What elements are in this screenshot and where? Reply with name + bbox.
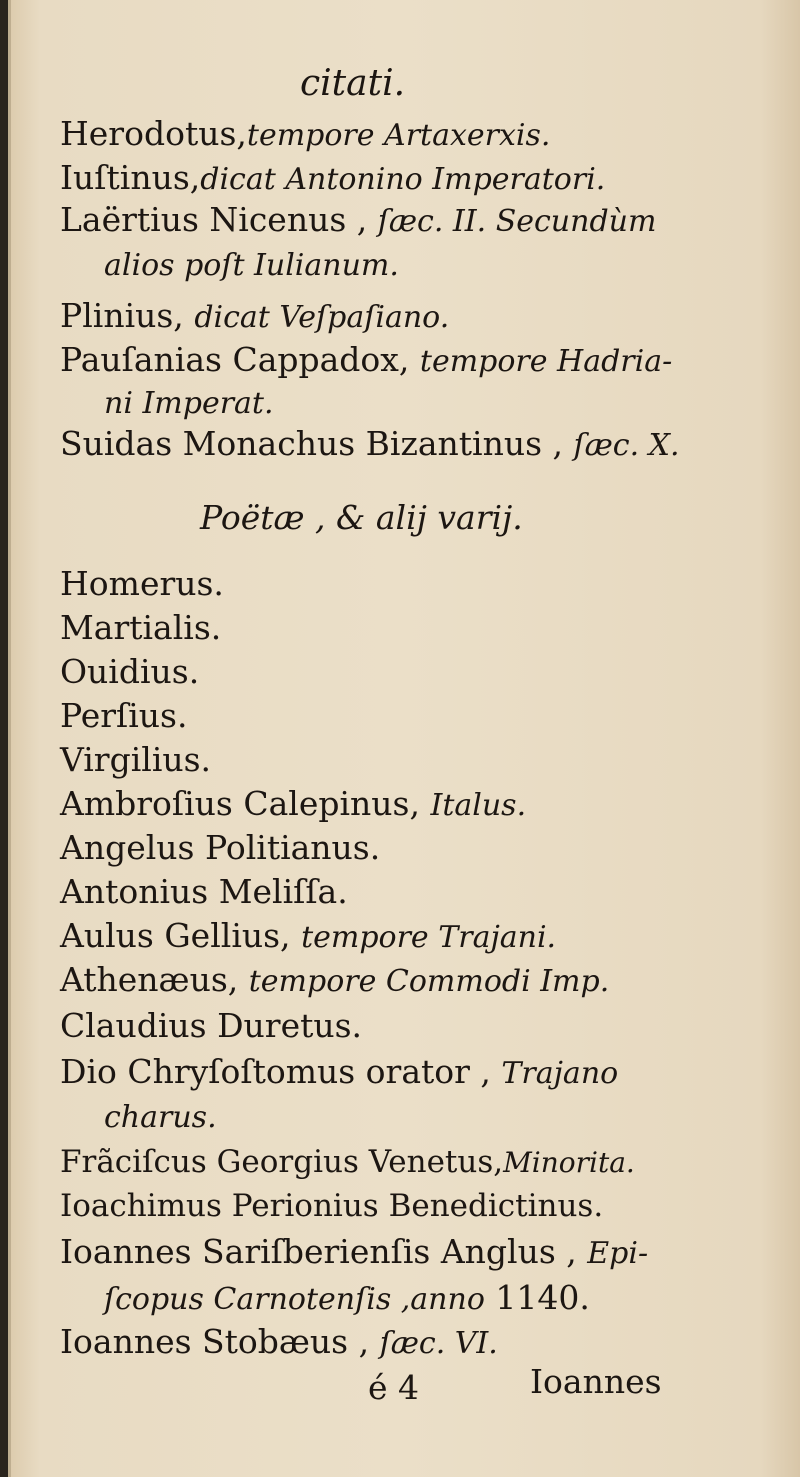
poet-line: Virgilius. bbox=[60, 740, 212, 779]
author-line: Iuſtinus,dicat Antonino Imperatori. bbox=[60, 158, 606, 197]
author-line: Pauſanias Cappadox, tempore Hadria- bbox=[60, 340, 673, 379]
poet-line: Ioannes Stobæus , ſæc. VI. bbox=[60, 1322, 498, 1361]
poet-line: Frãciſcus Georgius Venetus,Minorita. bbox=[60, 1144, 635, 1180]
page-edge-shadow bbox=[8, 0, 11, 1477]
poet-line: Angelus Politianus. bbox=[60, 828, 381, 867]
poet-line: Ouidius. bbox=[60, 652, 200, 691]
poet-line: Dio Chryſoſtomus orator , Trajano bbox=[60, 1052, 619, 1091]
poet-line-continued: charus. bbox=[104, 1100, 217, 1135]
poet-line: Ioannes Sariſberienſis Anglus , Epi- bbox=[60, 1232, 649, 1271]
author-line: Plinius, dicat Veſpaſiano. bbox=[60, 296, 450, 335]
author-line-continued: alios poſt Iulianum. bbox=[104, 248, 399, 283]
poet-line: Perſius. bbox=[60, 696, 188, 735]
author-line: Laërtius Nicenus , ſæc. II. Secundùm bbox=[60, 200, 657, 239]
poet-line: Athenæus, tempore Commodi Imp. bbox=[60, 960, 610, 999]
section-heading: Poëtæ , & alij varij. bbox=[200, 498, 523, 537]
poet-line: Martialis. bbox=[60, 608, 222, 647]
poet-line: Claudius Duretus. bbox=[60, 1006, 363, 1045]
signature-mark: é 4 bbox=[368, 1368, 420, 1407]
author-line-continued: ni Imperat. bbox=[104, 386, 274, 421]
page-edge bbox=[0, 0, 8, 1477]
poet-line: Aulus Gellius, tempore Trajani. bbox=[60, 916, 557, 955]
running-header: citati. bbox=[300, 63, 406, 104]
author-line: Herodotus,tempore Artaxerxis. bbox=[60, 114, 551, 153]
catchword: Ioannes bbox=[530, 1362, 662, 1401]
poet-line: Antonius Meliſſa. bbox=[60, 872, 348, 911]
poet-line: Ioachimus Perionius Benedictinus. bbox=[60, 1188, 604, 1224]
poet-line: Homerus. bbox=[60, 564, 224, 603]
author-line: Suidas Monachus Bizantinus , ſæc. X. bbox=[60, 424, 680, 463]
poet-line-continued: ſcopus Carnotenſis ,anno 1140. bbox=[104, 1278, 590, 1317]
poet-line: Ambroſius Calepinus, Italus. bbox=[60, 784, 527, 823]
